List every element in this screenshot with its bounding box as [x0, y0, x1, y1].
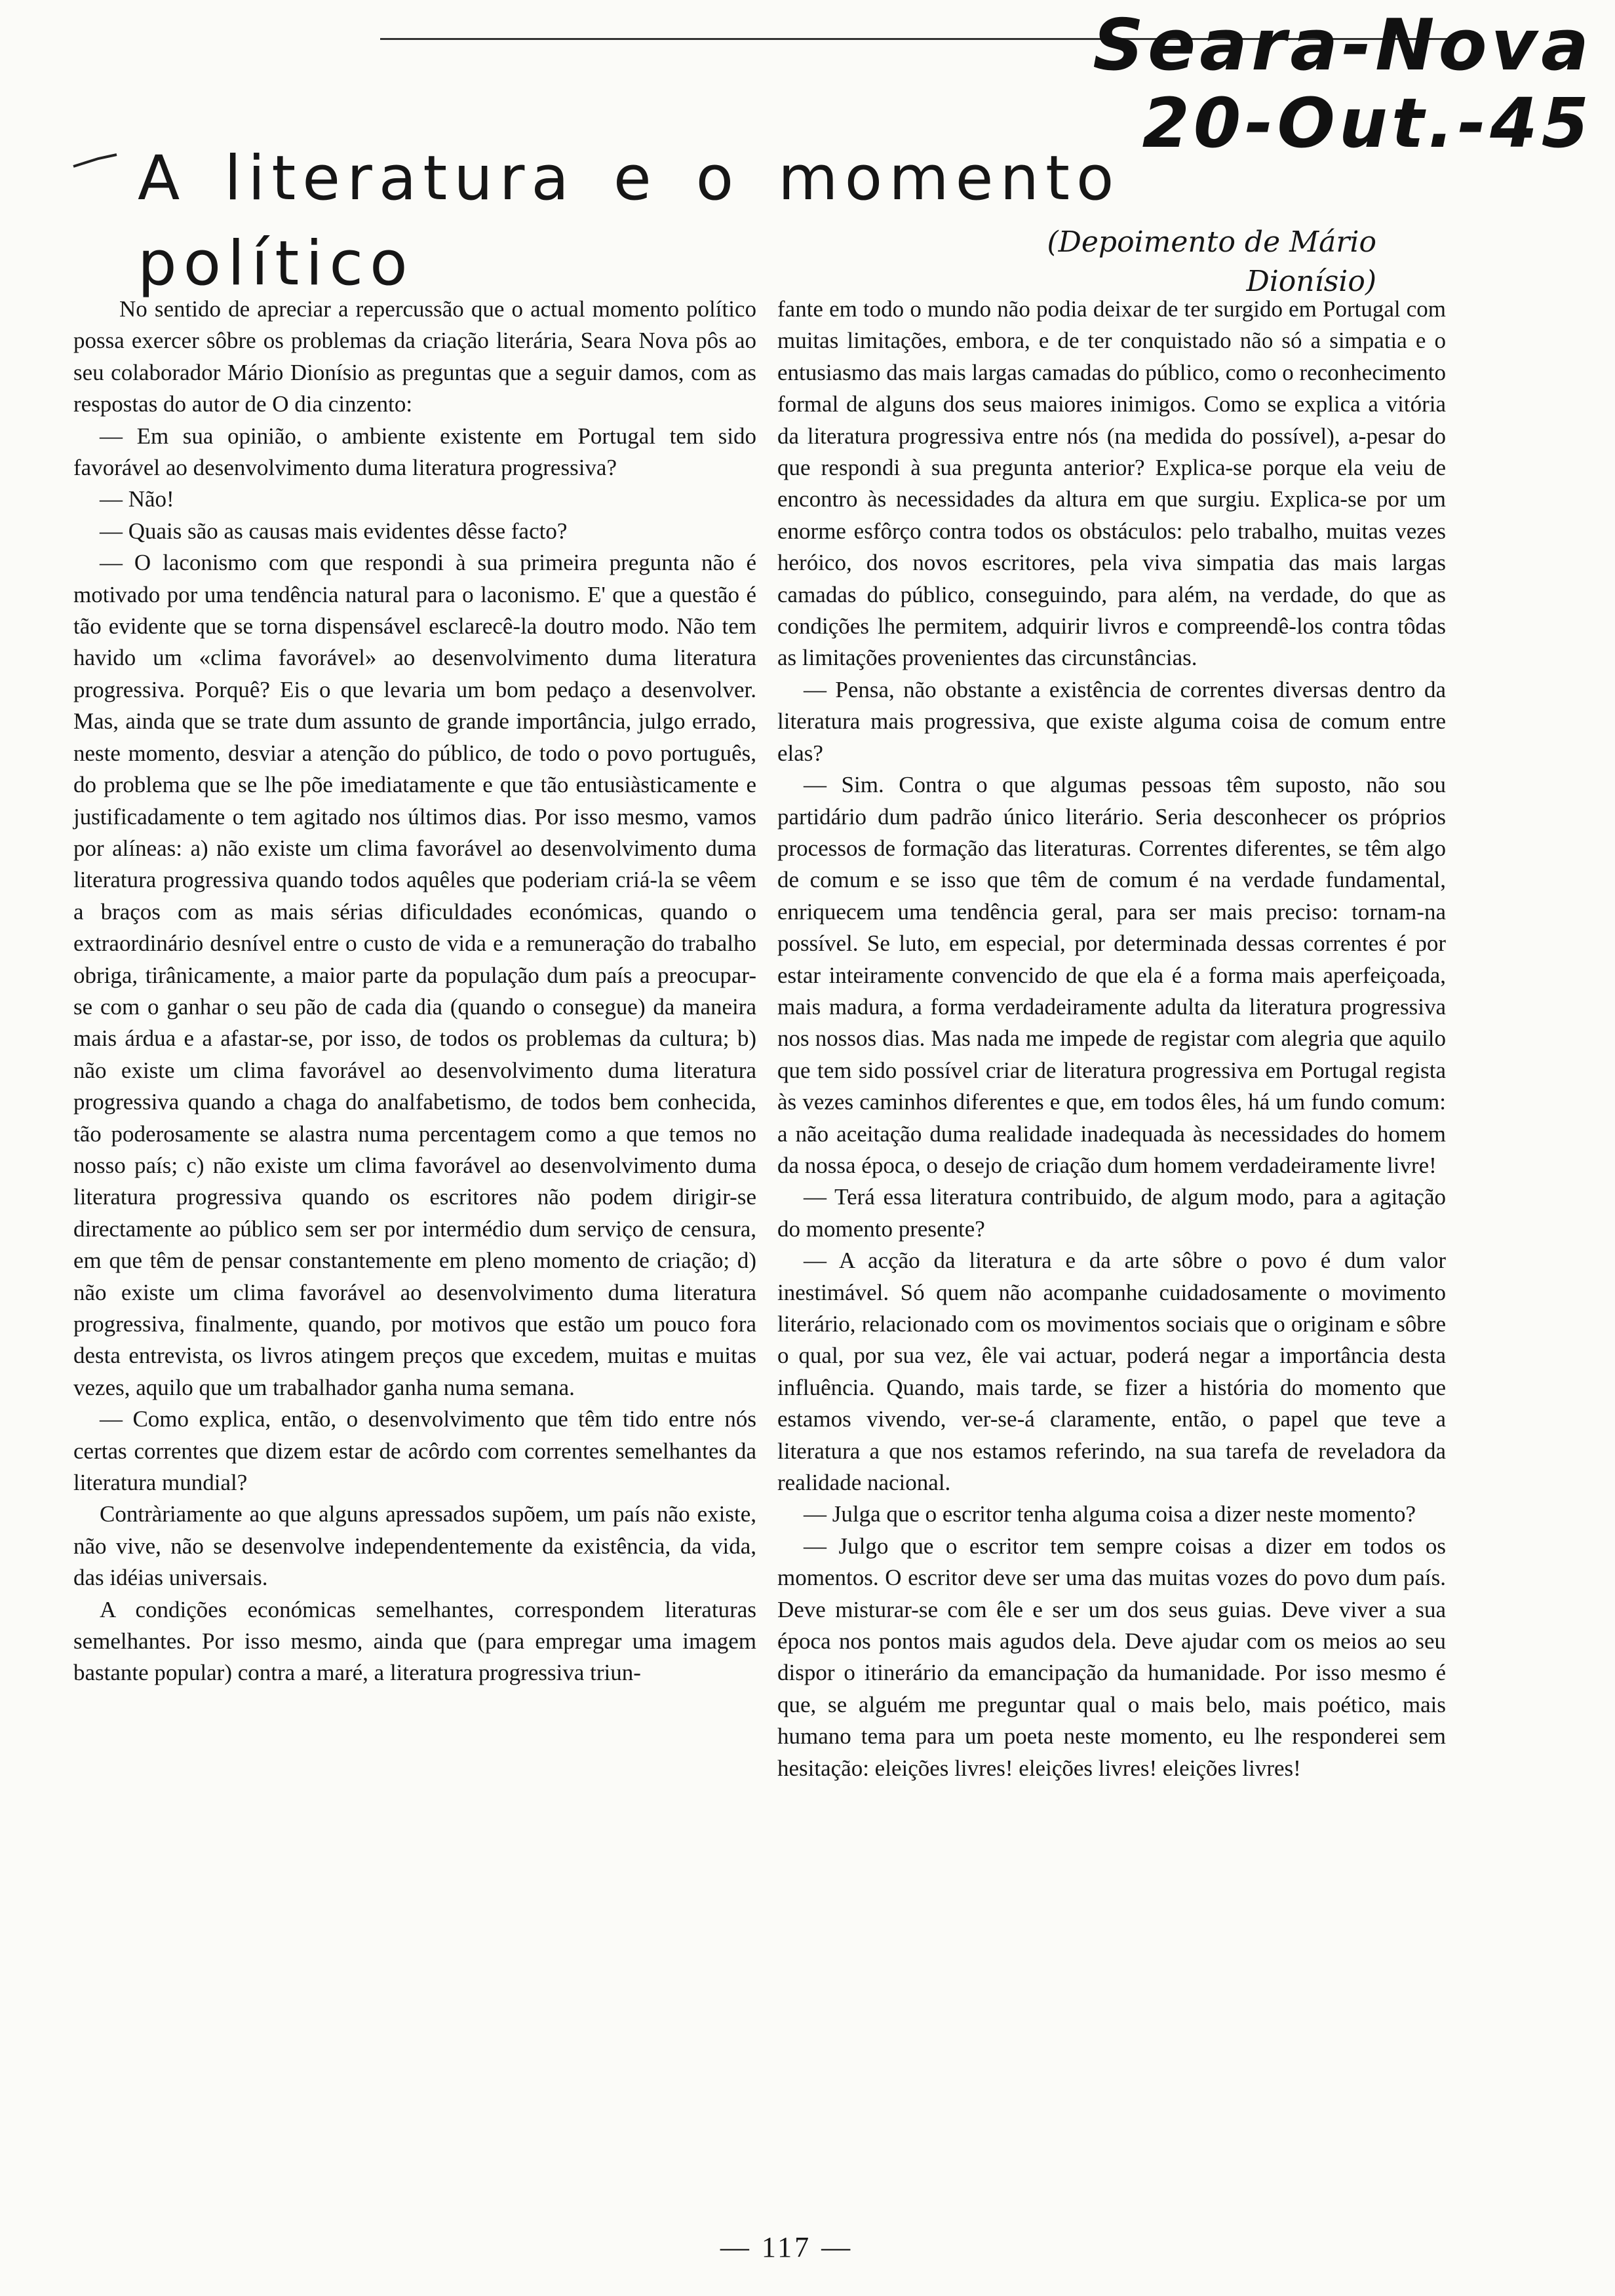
- paragraph: — Como explica, então, o desenvolvimento que têm tido entre nós certas correntes que dizem estar de acôrdo com correntes semelhantes da literatura mundial?: [73, 1406, 756, 1496]
- paragraph: — Em sua opinião, o ambiente existente em Portugal tem sido favorável ao desenvolvimento duma literatura progressiva?: [73, 423, 756, 481]
- right-text-column: [777, 294, 1446, 1784]
- pen-stroke-mark: [72, 152, 118, 172]
- page-number: — 117 —: [720, 2231, 853, 2263]
- paragraph: Contràriamente ao que alguns apressados supõem, um país não existe, não vive, não se desenvolve independentemente da existência, da vida, das idéias universais.: [73, 1501, 756, 1591]
- paragraph: — Não!: [100, 486, 174, 512]
- handwritten-date: 20-Out.-45: [1142, 83, 1593, 163]
- article-title: A literatura e o momento político: [138, 143, 1121, 299]
- left-text-column: [73, 294, 756, 1689]
- paragraph: A condições económicas semelhantes, correspondem literaturas semelhantes. Por isso mesmo, ainda que (para empregar uma imagem bastante popular) contra a maré, a literatura progressiva triun-: [73, 1596, 756, 1686]
- paragraph: — Pensa, não obstante a existência de correntes diversas dentro da literatura mais progressiva, que existe alguma coisa de comum entre elas?: [777, 676, 1446, 766]
- handwritten-publication: Seara-Nova: [1093, 5, 1593, 86]
- paragraph: No sentido de apreciar a repercussão que o actual momento político possa exercer sôbre os problemas da criação literária, Seara Nova pôs ao seu colaborador Mário Dionísio as preguntas que a seguir damos, com as respostas do autor de O dia cinzento:: [73, 296, 756, 417]
- paragraph: — Terá essa literatura contribuido, de algum modo, para a agitação do momento presente?: [777, 1184, 1446, 1242]
- paragraph: — O laconismo com que respondi à sua primeira pregunta não é motivado por uma tendência natural para o laconismo. E' que a questão é tão evidente que se torna dispensável esclarecê-la doutro modo. Não tem havido um «clima favorável» ao desenvolvimento duma literatura progressiva. Porquê? Eis o que levaria um bom pedaço a desenvolver. Mas, ainda que se trate dum assunto de grande importância, julgo errado, neste momento, desviar a atenção do público, de todo o povo português, do problema que se lhe põe imediatamente e que tão entusiàsticamente e justificadamente o tem agitado nos últimos dias. Por isso mesmo, vamos por alíneas: a) não existe um clima favorável ao desenvolvimento duma literatura progressiva quando todos aquêles que poderiam criá-la se vêem a braços com as mais sérias dificuldades económicas, quando o extraordinário desnível entre o custo de vida e a remuneração do trabalho obriga, tirânicamente, a maior parte da população dum país a preocupar-se com o ganhar o seu pão de cada dia (quando o consegue) da maneira mais árdua e a afastar-se, por isso, de todos os problemas da cultura; b) não existe um clima favorável ao desenvolvimento duma literatura progressiva quando a chaga do analfabetismo, de todos bem conhecida, tão poderosamente se alastra numa percentagem como a que temos no nosso país; c) não existe um clima favorável ao desenvolvimento duma literatura progressiva quando os escritores não podem dirigir-se directamente ao público sem ser por intermédio dum serviço de censura, em que têm de pensar constantemente em pleno momento de criação; d) não existe um clima favorável ao desenvolvimento duma literatura progressiva, finalmente, quando, por motivos que estão um pouco fora desta entrevista, os livros atingem preços que excedem, muitas e muitas vezes, aquilo que um trabalhador ganha numa semana.: [73, 550, 756, 1400]
- paragraph: — Sim. Contra o que algumas pessoas têm suposto, não sou partidário dum padrão único literário. Seria desconhecer os próprios processos de formação das literaturas. Correntes diferentes, se têm algo de comum e se isso que têm de comum é na verdade fundamental, enriquecem uma tendência geral, para ser mais preciso: tornam-na possível. Se luto, em especial, por determinada dessas correntes é por estar inteiramente convencido de que ela é a forma mais aperfeiçoada, mais madura, a forma verdadeiramente adulta da literatura progressiva nos nossos dias. Mas nada me impede de registar com alegria que aquilo que tem sido possível criar de literatura progressiva em Portugal regista às vezes caminhos diferentes e que, em todos êles, há um fundo comum: a não aceitação duma realidade inadequada às necessidades do homem da nossa época, o desejo de criação dum homem verdadeiramente livre!: [777, 772, 1446, 1178]
- paragraph: fante em todo o mundo não podia deixar de ter surgido em Portugal com muitas limitações, embora, e de ter conquistado não só a simpatia e o entusiasmo das mais largas camadas do público, como o reconhecimento formal de alguns dos seus maiores inimigos. Como se explica a vitória da literatura progressiva entre nós (na medida do possível), a-pesar do que respondi à sua pregunta anterior? Explica-se porque ela veiu de encontro às necessidades da altura em que surgiu. Explica-se por um enorme esfôrço contra todos os obstáculos: pelo trabalho, muitas vezes heróico, dos novos escritores, pela viva simpatia das mais largas camadas do público, conseguindo, para além, na verdade, do que as condições lhe permitem, adquirir livros e compreendê-los contra tôdas as limitações provenientes das circunstâncias.: [777, 296, 1446, 671]
- paragraph: — Julga que o escritor tenha alguma coisa a dizer neste momento?: [804, 1501, 1416, 1527]
- paragraph: — Julgo que o escritor tem sempre coisas a dizer em todos os momentos. O escritor deve ser uma das muitas vozes do povo dum país. Deve misturar-se com êle e ser um dos seus guias. Deve viver a sua época nos pontos mais agudos dela. Deve ajudar com os meios ao seu dispor o itinerário da emancipação da humanidade. Por isso mesmo é que, se alguém me preguntar qual o mais belo, mais poético, mais humano tema para um poeta neste momento, eu lhe responderei sem hesitação: eleições livres! eleições livres! eleições livres!: [777, 1533, 1446, 1781]
- paragraph: — A acção da literatura e da arte sôbre o povo é dum valor inestimável. Só quem não acompanhe cuidadosamente o movimento literário, relacionado com os movimentos sociais que o originam e sôbre o qual, por sua vez, êle vai actuar, poderá negar a importância desta influência. Quando, mais tarde, se fizer a história do momento que estamos vivendo, ver-se-á claramente, então, o papel que teve a literatura a que nos estamos referindo, na sua tarefa de reveladora da realidade nacional.: [777, 1248, 1446, 1496]
- paragraph: — Quais são as causas mais evidentes dêsse facto?: [100, 518, 568, 544]
- article-byline: (Depoimento de Mário Dionísio): [1047, 225, 1376, 298]
